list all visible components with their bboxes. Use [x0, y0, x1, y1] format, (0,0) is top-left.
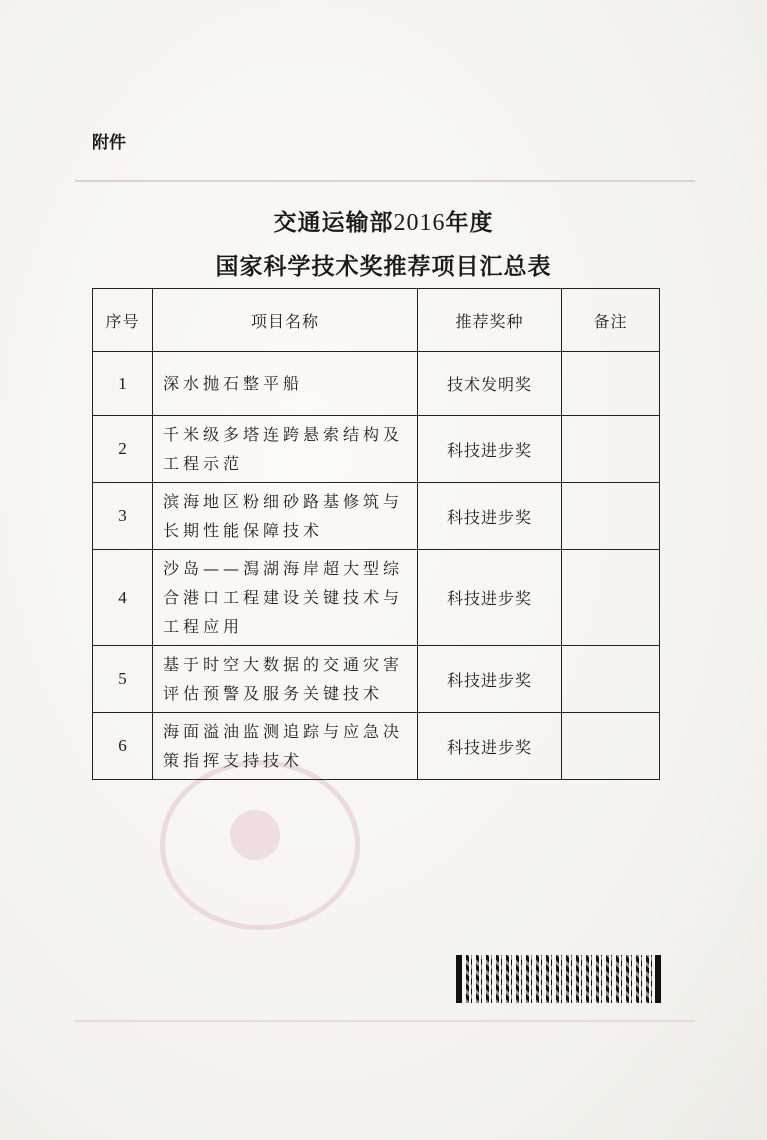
row-award: 科技进步奖 — [418, 713, 562, 780]
header-remark: 备注 — [562, 289, 660, 352]
table-header-row — [93, 289, 660, 352]
table-row — [93, 352, 660, 416]
row-award: 科技进步奖 — [418, 550, 562, 646]
row-project-name: 千米级多塔连跨悬索结构及工程示范 — [153, 416, 418, 483]
row-no: 4 — [93, 550, 153, 646]
row-project-name: 海面溢油监测追踪与应急决策指挥支持技术 — [153, 713, 418, 780]
row-no: 5 — [93, 646, 153, 713]
row-award: 科技进步奖 — [418, 483, 562, 550]
row-award: 科技进步奖 — [418, 416, 562, 483]
row-no: 3 — [93, 483, 153, 550]
row-remark — [562, 416, 660, 483]
barcode-right-bar — [655, 955, 661, 1003]
header-name: 项目名称 — [153, 289, 418, 352]
document-title-line2: 国家科学技术奖推荐项目汇总表 — [215, 254, 552, 280]
bleed-through-bottom-rule — [75, 1020, 695, 1022]
title-suffix: 年度 — [445, 210, 494, 236]
table-row — [93, 483, 660, 550]
table-row — [93, 550, 660, 646]
row-award: 技术发明奖 — [418, 352, 562, 416]
attachment-label: 附件 — [92, 133, 126, 153]
header-award: 推荐奖种 — [418, 289, 562, 352]
table-row — [93, 646, 660, 713]
summary-table — [92, 288, 660, 780]
title-prefix: 交通运输部 — [273, 210, 394, 236]
row-no: 2 — [93, 416, 153, 483]
row-remark — [562, 352, 660, 416]
row-remark — [562, 483, 660, 550]
row-award: 科技进步奖 — [418, 646, 562, 713]
row-project-name: 滨海地区粉细砂路基修筑与长期性能保障技术 — [153, 483, 418, 550]
barcode-left-bar — [456, 955, 462, 1003]
header-no: 序号 — [93, 289, 153, 352]
row-no: 6 — [93, 713, 153, 780]
title-year: 2016 — [393, 210, 446, 236]
barcode-texture — [456, 955, 661, 1003]
row-remark — [562, 550, 660, 646]
row-no: 1 — [93, 352, 153, 416]
table-row — [93, 416, 660, 483]
row-remark — [562, 713, 660, 780]
table-row — [93, 713, 660, 780]
row-remark — [562, 646, 660, 713]
bleed-through-rule — [75, 180, 695, 182]
row-project-name: 沙岛——澙湖海岸超大型综合港口工程建设关键技术与工程应用 — [153, 550, 418, 646]
row-project-name: 深水抛石整平船 — [153, 352, 418, 416]
document-title-line1 — [0, 204, 767, 237]
bleed-through-seal-emblem — [230, 810, 280, 860]
row-project-name: 基于时空大数据的交通灾害评估预警及服务关键技术 — [153, 646, 418, 713]
